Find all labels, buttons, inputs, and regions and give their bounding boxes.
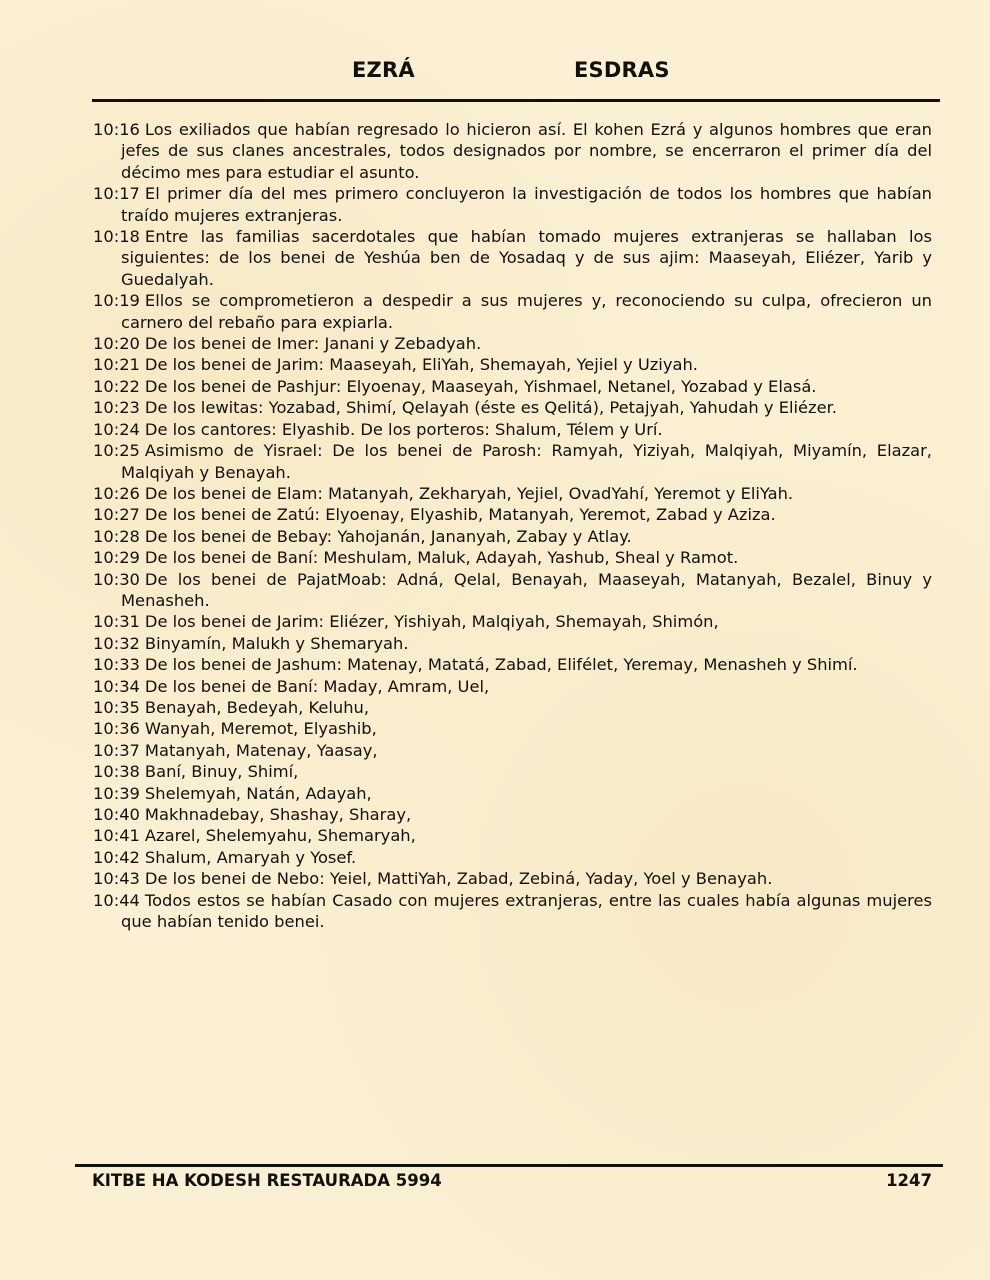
verse-list (93, 119, 932, 932)
verse (93, 761, 932, 782)
verse-ref: 10:20 (93, 334, 140, 354)
verse-ref: 10:17 (93, 184, 140, 204)
verse-text: De los benei de Baní: Meshulam, Maluk, Adayah, Yashub, Sheal y Ramot. (144, 548, 739, 568)
verse-ref: 10:31 (93, 612, 140, 632)
verse-text: De los benei de PajatMoab: Adná, Qelal, Benayah, Maaseyah, Matanyah, Bezalel, Binuy y Menasheh. (121, 569, 932, 610)
verse-ref: 10:41 (93, 826, 140, 846)
verse-text: Azarel, Shelemyahu, Shemaryah, (144, 826, 416, 846)
verse-ref: 10:21 (93, 355, 140, 375)
verse-text: Wanyah, Meremot, Elyashib, (144, 719, 377, 739)
verse-text: Benayah, Bedeyah, Keluhu, (144, 697, 370, 717)
verse-ref: 10:43 (93, 869, 140, 889)
verse-text: De los benei de Zatú: Elyoenay, Elyashib, Matanyah, Yeremot, Zabad y Aziza. (144, 505, 776, 525)
verse (93, 825, 932, 846)
verse-ref: 10:32 (93, 633, 140, 653)
verse (93, 654, 932, 675)
verse (93, 847, 932, 868)
verse (93, 547, 932, 568)
verse-ref: 10:26 (93, 483, 140, 503)
verse (93, 290, 932, 333)
verse-text: Entre las familias sacerdotales que habían tomado mujeres extranjeras se hallaban los siguientes: de los benei de Yeshúa ben de Yosadaq y de sus ajim: Maaseyah, Eliézer, Yarib y Guedalyah. (121, 227, 932, 289)
verse-text: De los benei de Jashum: Matenay, Matatá, Zabad, Elifélet, Yeremay, Menasheh y Shimí. (144, 655, 858, 675)
footer-book-title: KITBE HA KODESH RESTAURADA 5994 (92, 1171, 442, 1190)
verse (93, 783, 932, 804)
verse-text: De los benei de Pashjur: Elyoenay, Maaseyah, Yishmael, Netanel, Yozabad y Elasá. (144, 376, 817, 396)
verse (93, 354, 932, 375)
verse-text: Baní, Binuy, Shimí, (144, 762, 299, 782)
verse (93, 868, 932, 889)
verse-ref: 10:18 (93, 227, 140, 247)
verse-text: Shelemyah, Natán, Adayah, (144, 783, 372, 803)
verse-ref: 10:24 (93, 419, 140, 439)
verse-text: De los lewitas: Yozabad, Shimí, Qelayah (éste es Qelitá), Petajyah, Yahudah y Eliézer. (144, 398, 837, 418)
verse-ref: 10:42 (93, 847, 140, 867)
verse (93, 569, 932, 612)
book-title-spanish: ESDRAS (574, 58, 670, 82)
verse (93, 226, 932, 290)
verse-ref: 10:16 (93, 120, 140, 139)
verse-text: Matanyah, Matenay, Yaasay, (144, 740, 378, 760)
verse-ref: 10:19 (93, 291, 140, 311)
verse-text: Todos estos se habían Casado con mujeres extranjeras, entre las cuales había algunas mujeres que habían tenido benei. (121, 890, 932, 932)
verse-ref: 10:27 (93, 505, 140, 525)
verse-ref: 10:33 (93, 655, 140, 675)
verse-text: De los benei de Jarim: Maaseyah, EliYah, Shemayah, Yejiel y Uziyah. (144, 355, 698, 375)
verse-text: Ellos se comprometieron a despedir a sus mujeres y, reconociendo su culpa, ofrecieron un carnero del rebaño para expiarla. (121, 291, 932, 332)
footer-rule (75, 1164, 943, 1167)
verse (93, 376, 932, 397)
verse (93, 633, 932, 654)
verse-ref: 10:23 (93, 398, 140, 418)
verse (93, 740, 932, 761)
header-rule (92, 99, 940, 102)
verse-ref: 10:39 (93, 783, 140, 803)
verse-ref: 10:22 (93, 376, 140, 396)
verse (93, 119, 932, 183)
verse (93, 676, 932, 697)
verse-text: Asimismo de Yisrael: De los benei de Parosh: Ramyah, Yiziyah, Malqiyah, Miyamín, Elazar, Malqiyah y Benayah. (121, 441, 932, 482)
verse-ref: 10:29 (93, 548, 140, 568)
page-number: 1247 (886, 1171, 932, 1190)
verse-ref: 10:34 (93, 676, 140, 696)
verse-text: Makhnadebay, Shashay, Sharay, (144, 805, 412, 824)
verse-ref: 10:35 (93, 697, 140, 717)
verse (93, 611, 932, 632)
verse-ref: 10:36 (93, 719, 140, 739)
verse-ref: 10:37 (93, 740, 140, 760)
verse (93, 697, 932, 718)
verse (93, 333, 932, 354)
verse (93, 504, 932, 525)
verse-ref: 10:30 (93, 569, 140, 589)
verse-text: De los cantores: Elyashib. De los porteros: Shalum, Télem y Urí. (144, 419, 663, 439)
verse (93, 440, 932, 483)
verse-text: De los benei de Elam: Matanyah, Zekharyah, Yejiel, OvadYahí, Yeremot y EliYah. (144, 483, 794, 503)
page-header (0, 58, 990, 90)
verse-ref: 10:44 (93, 890, 140, 910)
verse (93, 397, 932, 418)
verse-text: De los benei de Jarim: Eliézer, Yishiyah, Malqiyah, Shemayah, Shimón, (144, 612, 719, 632)
verse-ref: 10:40 (93, 805, 140, 824)
verse-text: De los benei de Baní: Maday, Amram, Uel, (144, 676, 490, 696)
book-title-hebrew: EZRÁ (352, 58, 415, 82)
verse-text: Los exiliados que habían regresado lo hicieron así. El kohen Ezrá y algunos hombres que eran jefes de sus clanes ancestrales, todos designados por nombre, se encerraron el primer día del décimo mes para estudiar el asunto. (121, 120, 932, 182)
verse-text: Shalum, Amaryah y Yosef. (144, 847, 357, 867)
verse-text: De los benei de Nebo: Yeiel, MattiYah, Zabad, Zebiná, Yaday, Yoel y Benayah. (144, 869, 773, 889)
verse-ref: 10:28 (93, 526, 140, 546)
verse (93, 804, 932, 825)
verse-text: Binyamín, Malukh y Shemaryah. (144, 633, 409, 653)
verse-ref: 10:38 (93, 762, 140, 782)
verse (93, 526, 932, 547)
verse-ref: 10:25 (93, 441, 140, 461)
verse-text: De los benei de Imer: Janani y Zebadyah. (144, 334, 482, 354)
verse (93, 183, 932, 226)
verse (93, 718, 932, 739)
verse (93, 483, 932, 504)
verse (93, 419, 932, 440)
verse (93, 890, 932, 933)
verse-text: De los benei de Bebay: Yahojanán, Jananyah, Zabay y Atlay. (144, 526, 632, 546)
verse-text: El primer día del mes primero concluyeron la investigación de todos los hombres que habían traído mujeres extranjeras. (121, 184, 932, 225)
